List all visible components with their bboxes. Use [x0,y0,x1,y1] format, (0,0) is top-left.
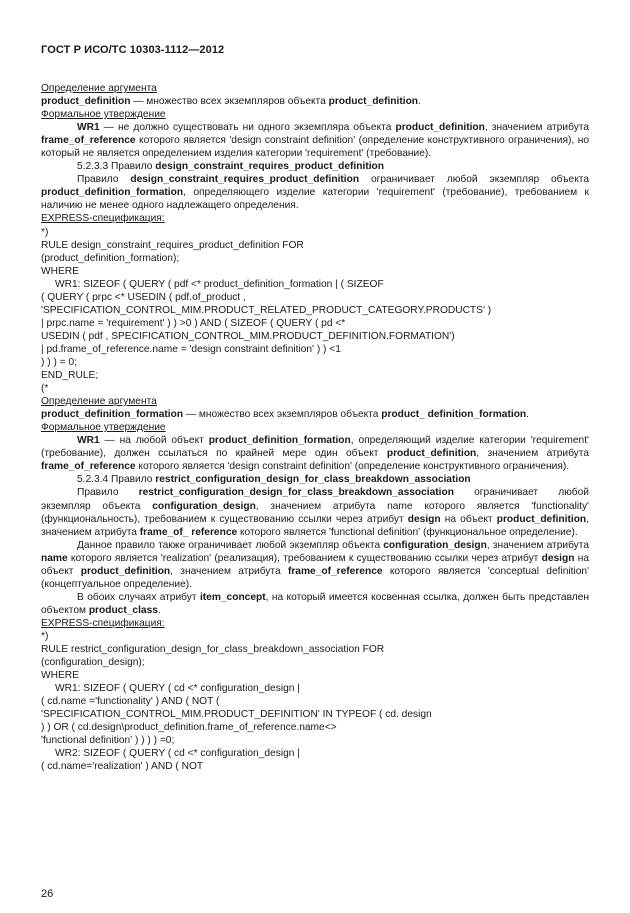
text-run: . [157,604,161,616]
text-run: — множество всех экземпляров объекта [183,409,382,421]
code-line [41,747,589,760]
text-run: ( QUERY ( prpc <* USEDIN ( pdf.of_product , [41,291,246,303]
bold-term: product_definition_formation [41,409,184,421]
text-run: Определение аргумента [41,83,157,94]
text-paragraph [41,434,589,473]
bold-term: product_definition [496,513,587,525]
text-run: USEDIN ( pdf , SPECIFICATION_CONTROL_MIM.PRODUCT_DEFINITION.FORMATION') [41,330,455,342]
code-line [41,369,589,382]
text-paragraph [41,173,589,212]
text-run: ) ) OR ( cd.design\product_definition.frame_of_reference.name<> [41,722,337,734]
text-paragraph [41,212,589,225]
text-run: , значением атрибута [476,448,589,460]
text-paragraph [41,395,589,408]
code-line [41,330,589,343]
bold-term: frame_of_reference [41,461,136,473]
text-run: (configuration_design); [41,657,145,669]
text-run: Правило [77,174,131,186]
code-line [41,734,589,747]
text-paragraph [41,591,589,617]
text-run: 'SPECIFICATION_CONTROL_MIM.PRODUCT_RELATED_PRODUCT_CATEGORY.PRODUCTS' ) [41,304,492,316]
text-run: ) ) ) = 0; [41,356,77,368]
text-run: ( cd.name ='functionality' ) AND ( NOT ( [41,696,220,708]
bold-term: product_definition [41,96,131,108]
text-run: RULE restrict_configuration_design_for_class_breakdown_association FOR [41,644,385,656]
text-run: *) [41,630,49,642]
page-number: 26 [41,888,54,900]
code-line [41,265,589,278]
text-paragraph [41,486,589,538]
text-run: которого является 'conceptual definition' (концептуальное определение). [41,565,590,590]
text-run: которого является 'design constraint definition' (определение конструктивного ограничения), но который не является определением изделия категории 'requirement' (требование). [41,135,589,160]
code-line [41,239,589,252]
text-run: , значением атрибута [170,565,288,577]
text-run: , значением атрибута [484,122,590,134]
text-paragraph [41,160,589,173]
bold-term: frame_of_reference [287,565,383,577]
text-paragraph [41,473,589,486]
code-line [41,630,589,643]
text-paragraph [41,421,589,434]
bold-term: product_ definition_formation [381,409,527,421]
text-run: , определяющий изделие категории 'requirement' (требование), должен ссылаться по крайней мере один объект [41,435,589,460]
text-run: Формальное утверждение [41,422,166,434]
text-run: которого является 'realization' (реализация), требованием к существованию ссылки через атрибут [67,552,542,564]
page-header: ГОСТ Р ИСО/ТС 10303-1112—2012 [41,44,225,56]
bold-term: product_definition [386,448,477,460]
bold-term: design_constraint_requires_product_definition [130,174,360,186]
text-paragraph [41,617,589,630]
bold-term: product_definition [80,565,171,577]
text-run: WR1: SIZEOF ( QUERY ( cd <* configuration_design | [55,683,300,695]
bold-term: product_class [88,604,158,616]
text-run: WHERE [41,265,79,277]
text-run: . [526,409,529,421]
code-line [41,382,589,395]
text-run: END_RULE; [41,370,99,382]
text-run: Формальное утверждение [41,109,166,121]
code-line [41,695,589,708]
text-run: ограничивает любой экземпляр объекта [41,487,589,512]
bold-term: design_constraint_requires_product_definition [155,161,384,173]
text-run: ( cd.name='realization' ) AND ( NOT [41,761,204,773]
text-run: ограничивает любой экземпляр объекта [359,174,589,186]
code-line [41,278,589,291]
bold-term: frame_of_reference [41,135,136,147]
bold-term: WR1 [77,122,100,134]
text-run: WHERE [41,670,79,682]
code-line [41,721,589,734]
text-paragraph [41,108,589,121]
text-run: Данное правило также ограничивает любой экземпляр объекта [77,539,384,551]
bold-term: product_definition [328,96,419,108]
bold-term: configuration_design [383,539,487,551]
text-run: 5.2.3.3 Правило [77,161,156,173]
bold-term: item_concept [199,591,266,603]
text-paragraph [41,95,589,108]
bold-term: product_definition [395,122,485,134]
text-run: которого является 'functional definition' (функциональное определение). [237,526,578,538]
code-line [41,226,589,239]
bold-term: design [407,513,441,525]
text-run: EXPRESS-спецификация: [41,617,165,629]
bold-term: product_definition_formation [208,435,351,447]
text-run: , на который имеется косвенная ссылка, должен быть представлен объектом [41,591,589,616]
text-run: WR2: SIZEOF ( QUERY ( cd <* configuration_design | [55,748,300,760]
text-run: — на любой объект [99,435,209,447]
bold-term: restrict_configuration_design_for_class_breakdown_association [138,487,454,499]
text-run: RULE design_constraint_requires_product_definition FOR [41,239,304,251]
text-run: — не должно существовать ни одного экземпляра объекта [99,122,396,134]
code-line [41,356,589,369]
code-line [41,343,589,356]
text-run: , значением атрибута [41,513,589,538]
bold-term: name [41,552,68,564]
text-run: 'functional definition' ) ) ) ) =0; [41,735,175,747]
text-run: 'SPECIFICATION_CONTROL_MIM.PRODUCT_DEFINITION' IN TYPEOF ( cd. design [41,709,432,721]
text-run: *) [41,226,49,238]
text-run: | pd.frame_of_reference.name = 'design constraint definition' ) ) <1 [41,343,341,355]
text-run: , значением атрибута [486,539,589,551]
bold-term: design [541,552,575,564]
code-line [41,682,589,695]
text-paragraph [41,408,589,421]
text-run: на объект [41,552,589,577]
code-line [41,669,589,682]
code-line [41,252,589,265]
text-paragraph [41,539,589,591]
bold-term: configuration_design [152,500,256,512]
text-run: . [418,96,421,108]
code-line [41,291,589,304]
text-run: , определяющего изделие категории 'requirement' (требование), требованием к наличию не менее одного надлежащего определения. [41,187,589,212]
text-run: (product_definition_formation); [41,252,180,264]
text-run: WR1: SIZEOF ( QUERY ( pdf <* product_definition_formation | ( SIZEOF [55,278,384,290]
page-content [41,82,589,773]
text-run: — множество всех экземпляров объекта [130,96,329,108]
bold-term: product_definition_formation [41,187,184,199]
text-run: Правило [77,487,139,499]
text-run: , значением атрибута name которого является 'functionality' (функциональность), требованием к существованию ссылки через атрибут [41,500,589,525]
bold-term: frame_of_ reference [139,526,238,538]
bold-term: restrict_configuration_design_for_class_breakdown_association [155,474,471,486]
text-paragraph [41,121,589,160]
code-line [41,643,589,656]
code-line [41,760,589,773]
text-run: В обоих случаях атрибут [77,591,200,603]
code-line [41,317,589,330]
text-run: на объект [440,513,497,525]
text-run: Определение аргумента [41,396,157,408]
code-line [41,708,589,721]
text-run: | prpc.name = 'requirement' ) ) >0 ) AND ( SIZEOF ( QUERY ( pd <* [41,317,346,329]
text-paragraph [41,82,589,95]
text-run: EXPRESS-спецификация: [41,213,165,225]
text-run: 5.2.3.4 Правило [77,474,156,486]
code-line [41,656,589,669]
code-line [41,304,589,317]
bold-term: WR1 [77,435,100,447]
text-run: (* [41,383,49,395]
text-run: которого является 'design constraint definition' (определение конструктивного ограничения). [135,461,570,473]
